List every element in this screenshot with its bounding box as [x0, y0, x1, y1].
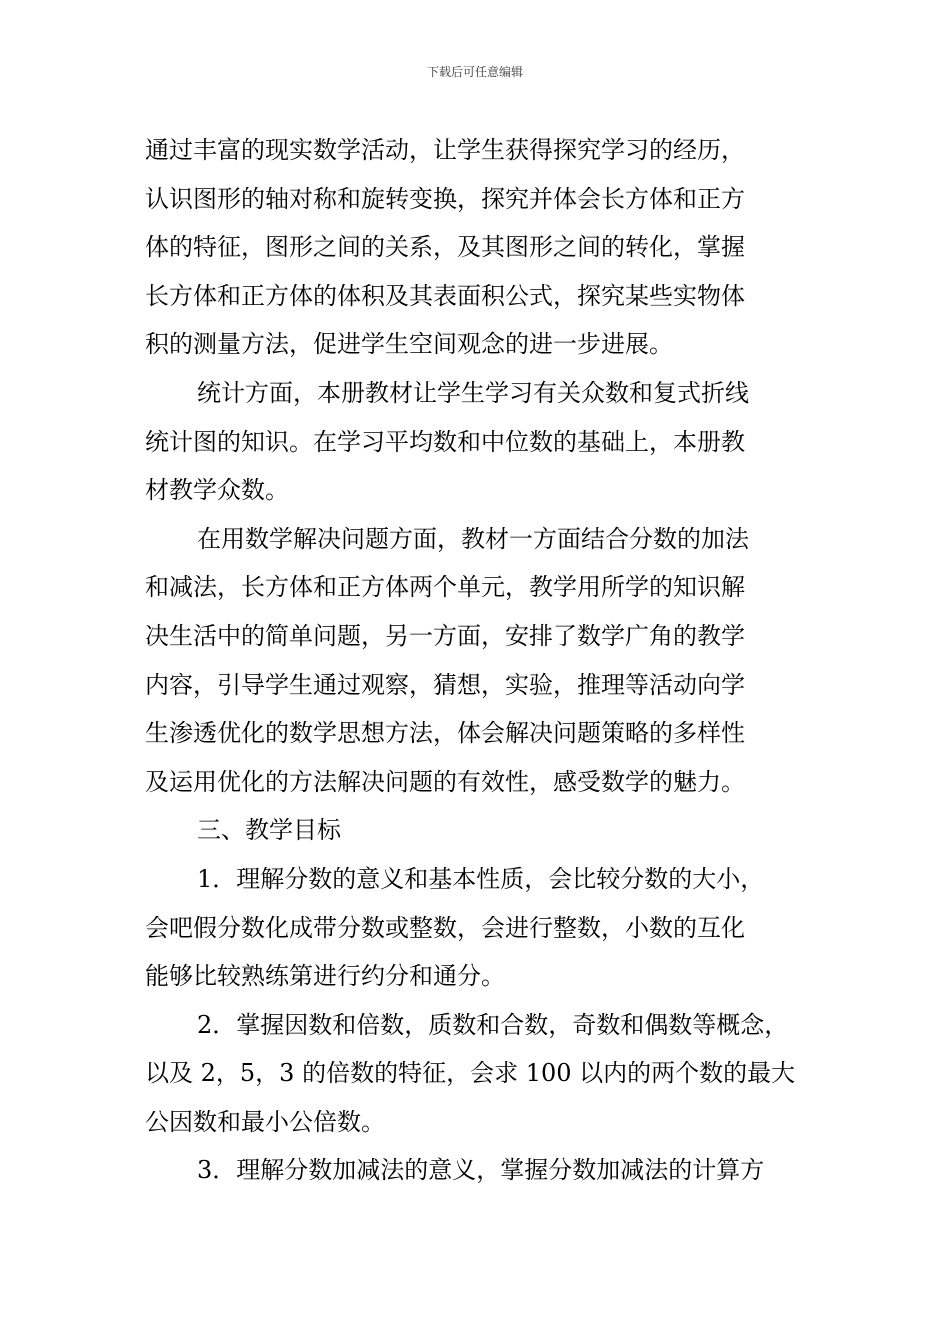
text-line-12: 内容，引导学生通过观察，猜想，实验，推理等活动向学: [145, 670, 745, 699]
text-line-6: 统计方面，本册教材让学生学习有关众数和复式折线: [197, 378, 749, 407]
text-line-11: 决生活中的简单问题，另一方面，安排了数学广角的教学: [145, 621, 745, 650]
text-line-2: 认识图形的轴对称和旋转变换，探究并体会长方体和正方: [145, 184, 745, 213]
text-line-10: 和减法，长方体和正方体两个单元，教学用所学的知识解: [145, 573, 745, 602]
text-line-22: 3．理解分数加减法的意义，掌握分数加减法的计算方: [197, 1156, 765, 1185]
text-line-14: 及运用优化的方法解决问题的有效性，感受数学的魅力。: [145, 767, 745, 796]
text-line-4: 长方体和正方体的体积及其表面积公式，探究某些实物体: [145, 281, 745, 310]
text-line-21: 公因数和最小公倍数。: [145, 1107, 385, 1136]
text-line-1: 通过丰富的现实数学活动，让学生获得探究学习的经历，: [145, 136, 745, 164]
text-line-7: 统计图的知识。在学习平均数和中位数的基础上，本册教: [145, 427, 745, 456]
page-header: 下载后可任意编辑: [426, 65, 523, 79]
text-line-13: 生渗透优化的数学思想方法，体会解决问题策略的多样性: [145, 719, 745, 748]
text-line-20: 以及 2，5，3 的倍数的特征，会求 100 以内的两个数的最大: [145, 1059, 796, 1088]
text-line-16: 1．理解分数的意义和基本性质，会比较分数的大小，: [197, 864, 765, 893]
text-line-17: 会吧假分数化成带分数或整数，会进行整数，小数的互化: [145, 913, 745, 942]
text-line-8: 材教学众数。: [145, 476, 289, 505]
section-heading: 三、教学目标: [197, 816, 341, 845]
text-line-9: 在用数学解决问题方面，教材一方面结合分数的加法: [197, 524, 749, 553]
text-line-5: 积的测量方法，促进学生空间观念的进一步进展。: [145, 330, 673, 359]
text-line-18: 能够比较熟练第进行约分和通分。: [145, 962, 505, 991]
document-body: [145, 126, 810, 1195]
text-line-19: 2．掌握因数和倍数，质数和合数，奇数和偶数等概念，: [197, 1010, 789, 1039]
text-line-3: 体的特征，图形之间的关系，及其图形之间的转化，掌握: [145, 233, 745, 262]
